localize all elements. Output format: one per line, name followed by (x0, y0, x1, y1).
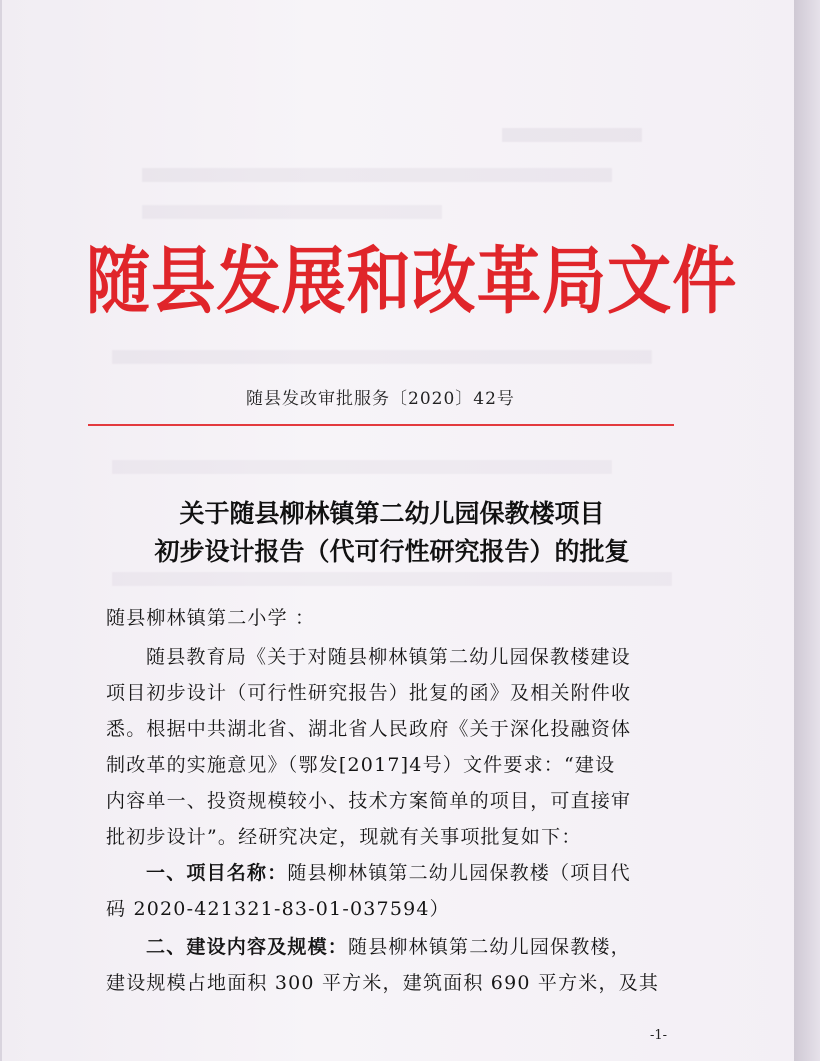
item-1-label: 一、项目名称： (146, 862, 288, 884)
item-2-line (146, 934, 631, 960)
item-2-text: 随县柳林镇第二幼儿园保教楼， (348, 936, 631, 958)
document-number: 随县发改审批服务〔2020〕42号 (246, 389, 515, 409)
paragraph-line: 批初步设计”。经研究决定，现就有关事项批复如下： (106, 826, 582, 848)
recipient: 随县柳林镇第二小学 ： (106, 607, 316, 629)
document-page (2, 0, 794, 1061)
item-1-code: 码 2020-421321-83-01-037594） (106, 898, 450, 920)
document-header: 随县发展和改革局文件 (86, 238, 738, 324)
page-number: -1- (650, 1028, 668, 1043)
paragraph-line: 制改革的实施意见》（鄂发[2017]4号）文件要求：“建设 (106, 754, 616, 776)
scan-edge-shadow (794, 0, 820, 1061)
paragraph-line: 随县教育局《关于对随县柳林镇第二幼儿园保教楼建设 (146, 646, 631, 668)
paragraph-line: 项目初步设计（可行性研究报告）批复的函》及相关附件收 (106, 682, 632, 704)
bleed-through-shadow (502, 128, 642, 142)
bleed-through-shadow (112, 350, 652, 364)
item-2-continuation: 建设规模占地面积 300 平方米，建筑面积 690 平方米，及其 (106, 972, 660, 994)
document-title-line-2: 初步设计报告（代可行性研究报告）的批复 (154, 537, 630, 566)
red-divider-line (88, 424, 674, 426)
item-1-line (146, 860, 631, 886)
document-title-line-1: 关于随县柳林镇第二幼儿园保教楼项目 (179, 499, 605, 528)
bleed-through-shadow (142, 168, 612, 182)
item-1-text: 随县柳林镇第二幼儿园保教楼（项目代 (287, 862, 631, 884)
bleed-through-shadow (142, 205, 442, 219)
bleed-through-shadow (112, 572, 672, 586)
bleed-through-shadow (112, 460, 612, 474)
paragraph-line: 悉。根据中共湖北省、湖北省人民政府《关于深化投融资体 (106, 718, 632, 740)
paragraph-line: 内容单一、投资规模较小、技术方案简单的项目，可直接审 (106, 790, 632, 812)
item-2-label: 二、建设内容及规模： (146, 936, 349, 958)
